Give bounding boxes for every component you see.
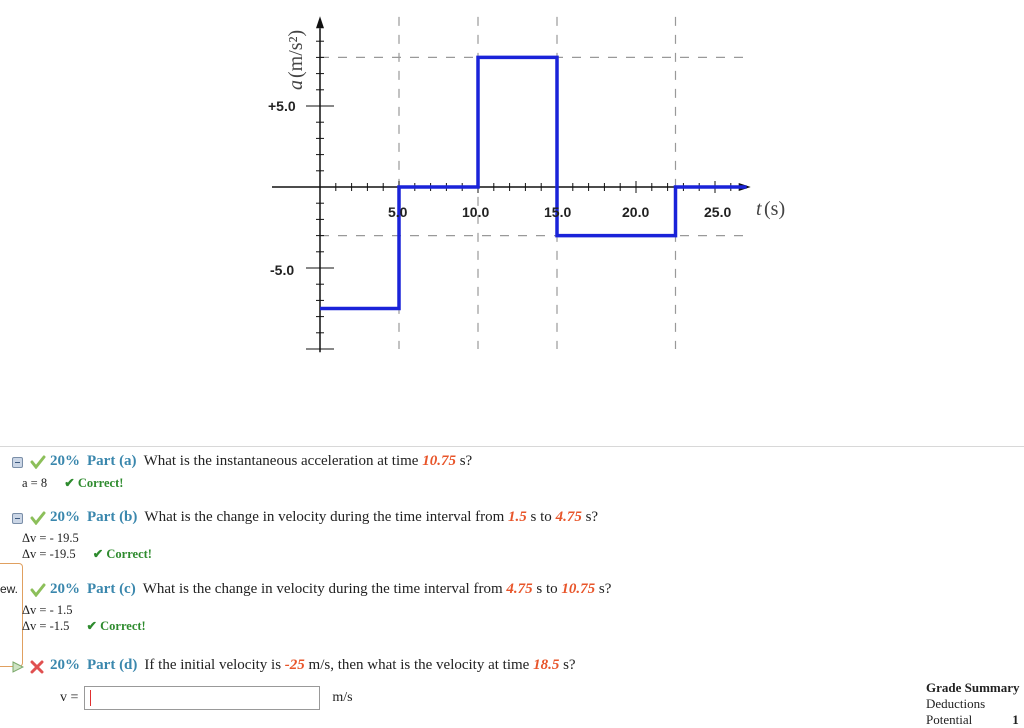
velocity-input[interactable] bbox=[84, 686, 320, 710]
question-text: What is the change in velocity during the time interval from bbox=[142, 581, 507, 597]
play-arrow-icon[interactable] bbox=[12, 661, 24, 673]
grade-deductions: Deductions bbox=[926, 696, 986, 711]
side-fold-tab[interactable] bbox=[0, 563, 23, 667]
text-caret bbox=[90, 690, 91, 706]
x-tick-label: 15.0 bbox=[544, 204, 572, 220]
y-axis-unit: (m/s²) bbox=[285, 29, 307, 78]
y-tick-label: +5.0 bbox=[268, 98, 296, 114]
check-badge-icon bbox=[30, 583, 46, 597]
collapse-toggle-icon[interactable] bbox=[12, 513, 23, 524]
part-percent: 20% bbox=[50, 581, 80, 597]
highlight-value: 1.5 bbox=[508, 509, 527, 525]
section-divider bbox=[0, 446, 1024, 447]
correct-status: ✔ Correct! bbox=[92, 547, 152, 561]
part-percent: 20% bbox=[50, 509, 80, 525]
highlight-value: 10.75 bbox=[422, 453, 456, 469]
part-label: Part (b) bbox=[87, 509, 138, 525]
question-text: What is the change in velocity during the time interval from bbox=[144, 509, 509, 525]
answer-text: Δv = -19.5 bbox=[22, 547, 76, 561]
answer-history: Δv = - 19.5 bbox=[22, 531, 79, 545]
x-tick-label: 20.0 bbox=[622, 204, 650, 220]
check-badge-icon bbox=[30, 511, 46, 525]
question-text: m/s, then what is the velocity at time bbox=[304, 657, 534, 673]
velocity-input-label: v = bbox=[60, 690, 79, 705]
question-text: If the initial velocity is bbox=[144, 657, 285, 673]
y-axis-arrow bbox=[316, 16, 324, 28]
question-text: s? bbox=[595, 581, 612, 597]
highlight-value: 10.75 bbox=[561, 581, 596, 597]
answer-text: a = 8 bbox=[22, 476, 48, 490]
x-tick-label: 25.0 bbox=[704, 204, 732, 220]
x-axis-unit: (s) bbox=[764, 198, 786, 220]
question-text: What is the instantaneous acceleration at time bbox=[143, 453, 423, 469]
highlight-value: 18.5 bbox=[533, 657, 560, 673]
answer-text: Δv = -1.5 bbox=[22, 619, 70, 633]
part-percent: 20% bbox=[50, 453, 80, 469]
answer-history: Δv = - 1.5 bbox=[22, 603, 73, 617]
highlight-value: 4.75 bbox=[506, 581, 533, 597]
check-badge-icon bbox=[30, 455, 46, 469]
acceleration-series-line bbox=[320, 57, 747, 308]
graph-grid bbox=[320, 17, 747, 349]
highlight-value: 4.75 bbox=[555, 509, 582, 525]
question-text: s? bbox=[581, 509, 599, 525]
collapse-toggle-icon[interactable] bbox=[12, 457, 23, 468]
wrong-x-icon bbox=[30, 660, 44, 674]
velocity-unit: m/s bbox=[332, 690, 353, 705]
question-text: s? bbox=[559, 657, 576, 673]
side-tab-text: ew. bbox=[0, 582, 19, 596]
grade-summary bbox=[926, 680, 1020, 728]
answer-input-row bbox=[60, 686, 353, 710]
graph-axes bbox=[272, 16, 751, 352]
grade-summary-title: Grade Summary bbox=[926, 680, 1020, 695]
question-text: s? bbox=[455, 453, 473, 469]
y-axis-label: a bbox=[285, 80, 307, 90]
part-label: Part (c) bbox=[87, 581, 136, 597]
minor-ticks bbox=[306, 41, 731, 349]
x-tick-label: 5.0 bbox=[388, 204, 408, 220]
grade-potential: Potential 1 bbox=[926, 712, 1019, 727]
part-label: Part (d) bbox=[87, 657, 138, 673]
question-text: s to bbox=[526, 509, 556, 525]
question-text: s to bbox=[532, 581, 562, 597]
y-tick-label: -5.0 bbox=[270, 262, 295, 278]
x-tick-label: 10.0 bbox=[462, 204, 490, 220]
correct-status: ✔ Correct! bbox=[86, 619, 146, 633]
x-axis-label: t bbox=[756, 198, 762, 220]
highlight-value: -25 bbox=[284, 657, 305, 673]
correct-status: ✔ Correct! bbox=[64, 476, 124, 490]
part-label: Part (a) bbox=[87, 453, 137, 469]
part-percent: 20% bbox=[50, 657, 80, 673]
